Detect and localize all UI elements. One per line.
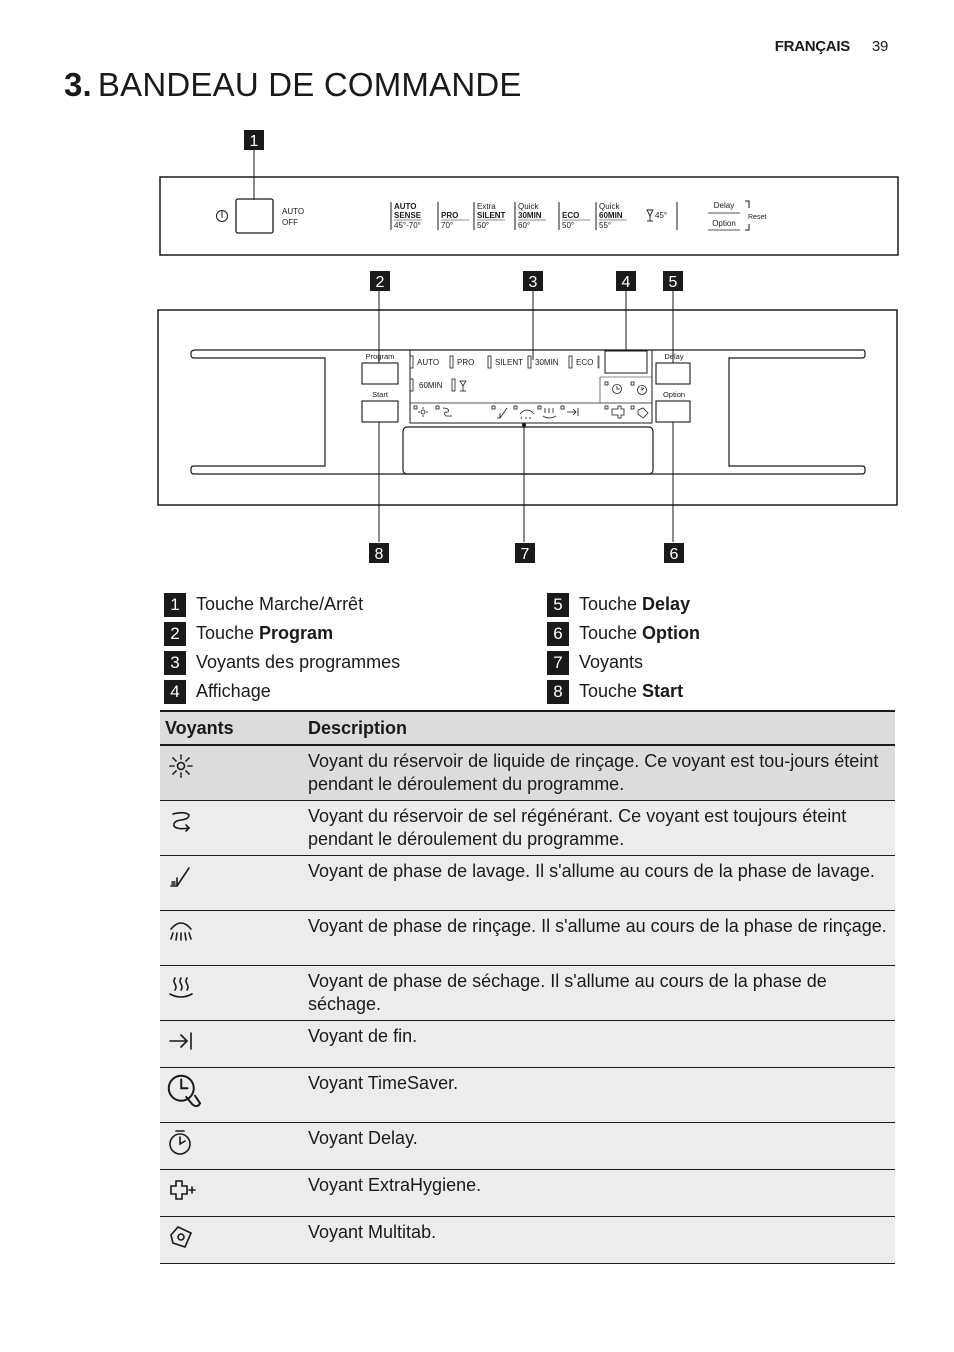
program-bottom-4: ECO <box>576 358 594 367</box>
table-cell-icon <box>160 1021 303 1068</box>
legend-text-normal: Touche <box>579 594 643 614</box>
table-cell-icon <box>160 801 303 856</box>
program-top-3-line1: Quick <box>518 202 539 211</box>
section-title: BANDEAU DE COMMANDE <box>97 66 522 103</box>
legend-text-bold: Program <box>259 623 334 643</box>
legend-text-normal: Touche <box>579 623 643 643</box>
rinse-phase-icon <box>165 915 197 947</box>
legend-item-4 <box>164 677 534 706</box>
program-button-label: Program <box>365 352 395 361</box>
callout-4-label: 4 <box>621 274 631 291</box>
table-row <box>160 856 895 911</box>
program-top-0-line2: SENSE <box>394 211 422 220</box>
table-row <box>160 1170 895 1217</box>
option-button[interactable] <box>656 401 690 422</box>
multitab-icon <box>165 1221 197 1253</box>
timesaver-icon-mini <box>605 382 647 395</box>
callout-8-label: 8 <box>374 546 384 563</box>
legend-text <box>196 681 271 702</box>
program-top-1-temp: 70° <box>441 221 454 230</box>
table-header-row <box>160 711 895 745</box>
table-row <box>160 745 895 801</box>
table-cell-icon <box>160 1170 303 1217</box>
section-number: 3. <box>64 66 92 103</box>
door-handle-outline <box>191 350 865 474</box>
table-row <box>160 911 895 966</box>
legend-badge: 8 <box>547 680 569 704</box>
power-icon <box>217 211 228 222</box>
delay-button-label: Delay <box>664 352 684 361</box>
callout-3-label: 3 <box>528 274 538 291</box>
table-cell-description: Voyant ExtraHygiene. <box>308 1175 482 1195</box>
legend-text <box>579 623 700 644</box>
legend-text <box>196 652 400 673</box>
legend-badge: 2 <box>164 622 186 646</box>
legend-text-normal: Touche <box>579 681 643 701</box>
start-button[interactable] <box>362 401 398 422</box>
program-top-5-temp: 55° <box>599 221 612 230</box>
table-cell-description: Voyant Multitab. <box>308 1222 437 1242</box>
table-cell-description: Voyant de fin. <box>308 1026 418 1046</box>
legend-badge: 7 <box>547 651 569 675</box>
table-row <box>160 1021 895 1068</box>
legend-item-6 <box>547 619 917 648</box>
legend-right-column <box>547 590 917 706</box>
legend-item-8 <box>547 677 917 706</box>
legend-text <box>579 652 643 673</box>
program-top-2-line1: Extra <box>477 202 496 211</box>
program-top-3-line2: 30MIN <box>518 211 542 220</box>
delay-icon <box>165 1127 197 1159</box>
legend-badge: 4 <box>164 680 186 704</box>
legend-item-2 <box>164 619 534 648</box>
program-top-4-line2: ECO <box>562 211 580 220</box>
page-number: 39 <box>871 38 888 55</box>
callout-6-label: 6 <box>669 546 679 563</box>
drying-phase-icon <box>165 970 197 1002</box>
header-voyants: Voyants <box>165 717 234 738</box>
display-recess <box>403 427 653 474</box>
callout-2-label: 2 <box>375 274 385 291</box>
legend-text-bold: Option <box>642 623 701 643</box>
panel-bottom <box>158 310 897 505</box>
callout-5-label: 5 <box>668 274 678 291</box>
legend-text <box>579 594 690 615</box>
wash-phase-icon <box>165 860 197 892</box>
legend-text <box>579 681 683 702</box>
program-top-0-line1: AUTO <box>394 202 417 211</box>
rinse-aid-icon <box>165 750 197 782</box>
legend-badge: 1 <box>164 593 186 617</box>
table-cell-icon <box>160 856 303 911</box>
legend-badge: 6 <box>547 622 569 646</box>
end-icon <box>165 1025 197 1057</box>
table-row <box>160 1068 895 1123</box>
start-button-label: Start <box>372 390 388 399</box>
auto-off-line1: AUTO <box>282 207 305 216</box>
table-cell-description: Voyant du réservoir de sel régénérant. Ce voyant est toujours éteint pendant le déroulement du programme. <box>308 806 847 849</box>
reset-label: Reset <box>748 214 767 221</box>
table-cell-description: Voyant du réservoir de liquide de rinçage. Ce voyant est tou-jours éteint pendant le déroulement du programme. <box>308 751 879 794</box>
legend-item-7 <box>547 648 917 677</box>
legend-text-normal: Touche <box>196 623 260 643</box>
display-screen <box>605 351 647 373</box>
option-label-top: Option <box>712 219 736 228</box>
header-description: Description <box>308 717 408 738</box>
extrahygiene-icon <box>165 1174 197 1206</box>
legend-text <box>196 623 333 644</box>
legend-item-3 <box>164 648 534 677</box>
glass-icon <box>647 210 653 221</box>
table-row <box>160 1217 895 1264</box>
legend-badge: 5 <box>547 593 569 617</box>
table-cell-description: Voyant Delay. <box>308 1128 418 1148</box>
delay-label-top: Delay <box>713 201 735 210</box>
table-row <box>160 966 895 1021</box>
table-cell-icon <box>160 745 303 801</box>
program-top-2-temp: 50° <box>477 221 490 230</box>
program-bottom-0: AUTO <box>417 358 440 367</box>
program-labels-top <box>391 202 627 230</box>
table-cell-icon <box>160 911 303 966</box>
program-top-3-temp: 60° <box>518 221 531 230</box>
legend-text-normal: Voyants des programmes <box>196 652 401 672</box>
delay-button[interactable] <box>656 363 690 384</box>
table-cell-icon <box>160 1217 303 1264</box>
auto-off-line2: OFF <box>282 218 298 227</box>
program-bottom-3: 30MIN <box>535 358 559 367</box>
program-bottom-5: 60MIN <box>419 381 443 390</box>
callout-1-label: 1 <box>249 133 259 150</box>
table-cell-description: Voyant de phase de lavage. Il s'allume au cours de la phase de lavage. <box>308 861 875 881</box>
table-cell-icon <box>160 1123 303 1170</box>
legend-text-normal: Voyants <box>579 652 644 672</box>
program-top-4-temp: 50° <box>562 221 575 230</box>
table-row <box>160 1123 895 1170</box>
on-off-button[interactable] <box>236 199 273 233</box>
option-button-label: Option <box>662 390 686 399</box>
legend-item-5 <box>547 590 917 619</box>
legend-badge: 3 <box>164 651 186 675</box>
table-cell-description: Voyant de phase de séchage. Il s'allume au cours de la phase de séchage. <box>308 971 827 1014</box>
table-cell-icon <box>160 966 303 1021</box>
legend-item-1 <box>164 590 534 619</box>
program-top-5-line1: Quick <box>599 202 620 211</box>
table-row <box>160 801 895 856</box>
legend-text-normal: Touche Marche/Arrêt <box>196 594 364 614</box>
legend-left-column <box>164 590 534 706</box>
glass-icon-small <box>460 381 466 391</box>
glass-temp: 45° <box>655 211 668 220</box>
indicator-row-icons <box>414 406 648 419</box>
program-bottom-1: PRO <box>457 358 475 367</box>
indicators-table <box>160 710 895 1264</box>
legend-text-bold: Delay <box>642 594 691 614</box>
callout-7-label: 7 <box>520 546 530 563</box>
program-top-2-line2: SILENT <box>477 211 506 220</box>
table-cell-icon <box>160 1068 303 1123</box>
program-labels-bottom <box>410 356 599 391</box>
program-top-5-line2: 60MIN <box>599 211 623 220</box>
salt-icon <box>165 805 197 837</box>
table-cell-description: Voyant de phase de rinçage. Il s'allume au cours de la phase de rinçage. <box>308 916 887 936</box>
program-bottom-2: SILENT <box>495 358 524 367</box>
table-cell-description: Voyant TimeSaver. <box>308 1073 459 1093</box>
program-top-0-temp: 45°-70° <box>394 221 421 230</box>
program-button[interactable] <box>362 363 398 384</box>
control-panel-diagram <box>0 0 954 580</box>
legend-text-normal: Affichage <box>196 681 271 701</box>
program-top-1-line2: PRO <box>441 211 459 220</box>
legend-text-bold: Start <box>642 681 684 701</box>
legend-text <box>196 594 363 615</box>
timesaver-icon <box>165 1072 205 1112</box>
section-label: FRANÇAIS <box>774 38 850 55</box>
